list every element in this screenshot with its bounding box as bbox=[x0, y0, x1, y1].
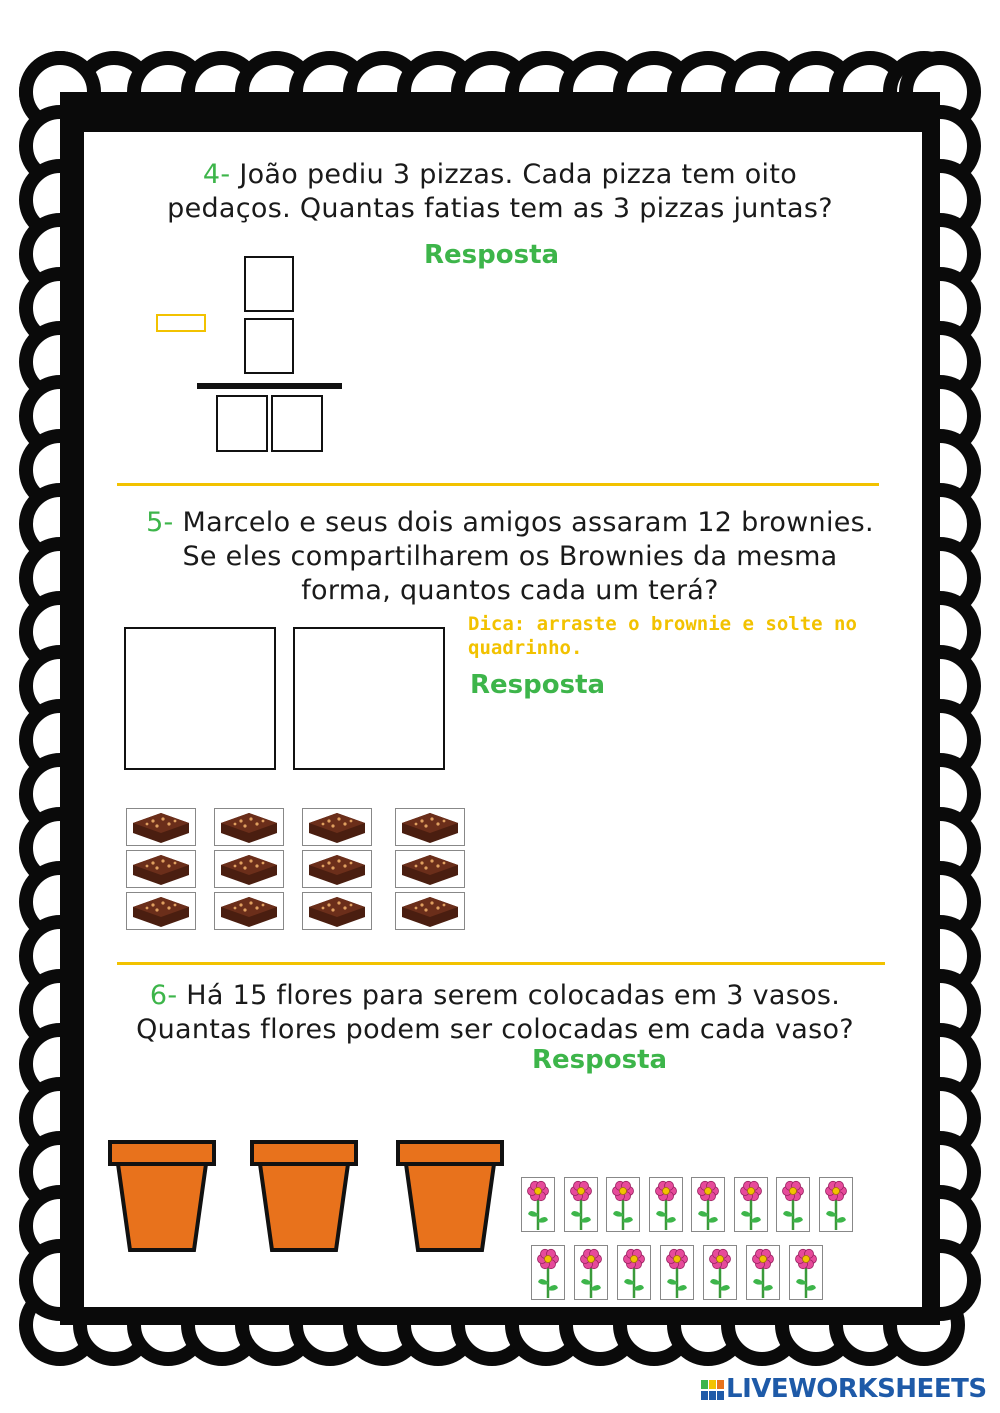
question-5 bbox=[100, 506, 920, 608]
flower-icon bbox=[650, 1178, 682, 1231]
brownie-icon bbox=[127, 851, 195, 887]
brownie-tile[interactable] bbox=[214, 808, 284, 846]
section-divider-1 bbox=[117, 483, 879, 486]
brownie-tile[interactable] bbox=[302, 808, 372, 846]
flower-tile[interactable] bbox=[649, 1177, 683, 1232]
brownie-icon bbox=[215, 893, 283, 929]
question-6-number: 6- bbox=[149, 980, 178, 1011]
answer-box-top[interactable] bbox=[244, 256, 294, 312]
question-4-text-line1: João pediu 3 pizzas. Cada pizza tem oito bbox=[239, 159, 798, 190]
flower-pot-icon[interactable] bbox=[396, 1140, 506, 1255]
brownie-tile[interactable] bbox=[302, 892, 372, 930]
question-5-text-line3: forma, quantos cada um terá? bbox=[301, 575, 719, 606]
flower-icon bbox=[704, 1246, 736, 1299]
drop-box-2[interactable] bbox=[293, 627, 445, 770]
flower-icon bbox=[522, 1178, 554, 1231]
brownie-icon bbox=[396, 893, 464, 929]
flower-tile[interactable] bbox=[776, 1177, 810, 1232]
flower-tile[interactable] bbox=[746, 1245, 780, 1300]
flower-pot-icon[interactable] bbox=[250, 1140, 360, 1255]
flower-icon bbox=[692, 1178, 724, 1231]
flower-tile[interactable] bbox=[789, 1245, 823, 1300]
brownie-tile[interactable] bbox=[214, 850, 284, 888]
flower-tile[interactable] bbox=[703, 1245, 737, 1300]
flower-pot-icon[interactable] bbox=[108, 1140, 218, 1255]
answer-box-tens[interactable] bbox=[216, 395, 268, 452]
brownie-tile[interactable] bbox=[302, 850, 372, 888]
flower-tile[interactable] bbox=[734, 1177, 768, 1232]
flower-icon bbox=[747, 1246, 779, 1299]
question-4-answer-label: Resposta bbox=[424, 240, 560, 270]
flower-icon bbox=[735, 1178, 767, 1231]
brownie-tile[interactable] bbox=[395, 892, 465, 930]
flower-icon bbox=[790, 1246, 822, 1299]
question-6-answer-label: Resposta bbox=[532, 1045, 668, 1075]
brownie-icon bbox=[127, 809, 195, 845]
question-5-text-line1: Marcelo e seus dois amigos assaram 12 brownies. bbox=[182, 507, 874, 538]
brownie-tile[interactable] bbox=[395, 850, 465, 888]
section-divider-2 bbox=[117, 962, 885, 965]
flower-icon bbox=[618, 1246, 650, 1299]
question-5-number: 5- bbox=[146, 507, 174, 538]
brownie-icon bbox=[215, 851, 283, 887]
flower-icon bbox=[575, 1246, 607, 1299]
brownie-icon bbox=[127, 893, 195, 929]
question-4 bbox=[100, 158, 900, 226]
operation-line bbox=[197, 383, 342, 389]
flower-icon bbox=[607, 1178, 639, 1231]
flower-tile[interactable] bbox=[617, 1245, 651, 1300]
hint-line1: Dica: arraste o brownie e solte no bbox=[468, 613, 857, 635]
hint bbox=[468, 612, 908, 660]
question-6-text-line1: Há 15 flores para serem colocadas em 3 vasos. bbox=[186, 980, 841, 1011]
question-5-answer-label: Resposta bbox=[470, 670, 606, 700]
flower-tile[interactable] bbox=[606, 1177, 640, 1232]
flower-tile[interactable] bbox=[691, 1177, 725, 1232]
footer-brand bbox=[700, 1374, 987, 1404]
footer-brand-text: LIVEWORKSHEETS bbox=[726, 1374, 987, 1404]
flower-icon bbox=[565, 1178, 597, 1231]
brownie-icon bbox=[215, 809, 283, 845]
liveworksheets-logo-icon bbox=[700, 1378, 726, 1402]
flower-tile[interactable] bbox=[660, 1245, 694, 1300]
drop-box-1[interactable] bbox=[124, 627, 276, 770]
brownie-icon bbox=[303, 893, 371, 929]
flower-tile[interactable] bbox=[521, 1177, 555, 1232]
question-6 bbox=[95, 979, 895, 1047]
flower-icon bbox=[661, 1246, 693, 1299]
flower-tile[interactable] bbox=[531, 1245, 565, 1300]
question-4-number: 4- bbox=[202, 159, 231, 190]
flower-icon bbox=[532, 1246, 564, 1299]
brownie-tile[interactable] bbox=[126, 850, 196, 888]
brownie-icon bbox=[303, 851, 371, 887]
brownie-tile[interactable] bbox=[126, 892, 196, 930]
brownie-icon bbox=[303, 809, 371, 845]
answer-box-middle[interactable] bbox=[244, 318, 294, 374]
answer-box-units[interactable] bbox=[271, 395, 323, 452]
flower-tile[interactable] bbox=[564, 1177, 598, 1232]
brownie-tile[interactable] bbox=[214, 892, 284, 930]
question-5-text-line2: Se eles compartilharem os Brownies da mesma bbox=[182, 541, 838, 572]
flower-tile[interactable] bbox=[819, 1177, 853, 1232]
brownie-icon bbox=[396, 851, 464, 887]
question-4-text-line2: pedaços. Quantas fatias tem as 3 pizzas juntas? bbox=[167, 193, 833, 224]
flower-tile[interactable] bbox=[574, 1245, 608, 1300]
flower-icon bbox=[820, 1178, 852, 1231]
brownie-tile[interactable] bbox=[126, 808, 196, 846]
brownie-icon bbox=[396, 809, 464, 845]
operator-input[interactable] bbox=[156, 314, 206, 332]
flower-icon bbox=[777, 1178, 809, 1231]
hint-line2: quadrinho. bbox=[468, 637, 583, 659]
brownie-tile[interactable] bbox=[395, 808, 465, 846]
question-6-text-line2: Quantas flores podem ser colocadas em cada vaso? bbox=[136, 1014, 854, 1045]
